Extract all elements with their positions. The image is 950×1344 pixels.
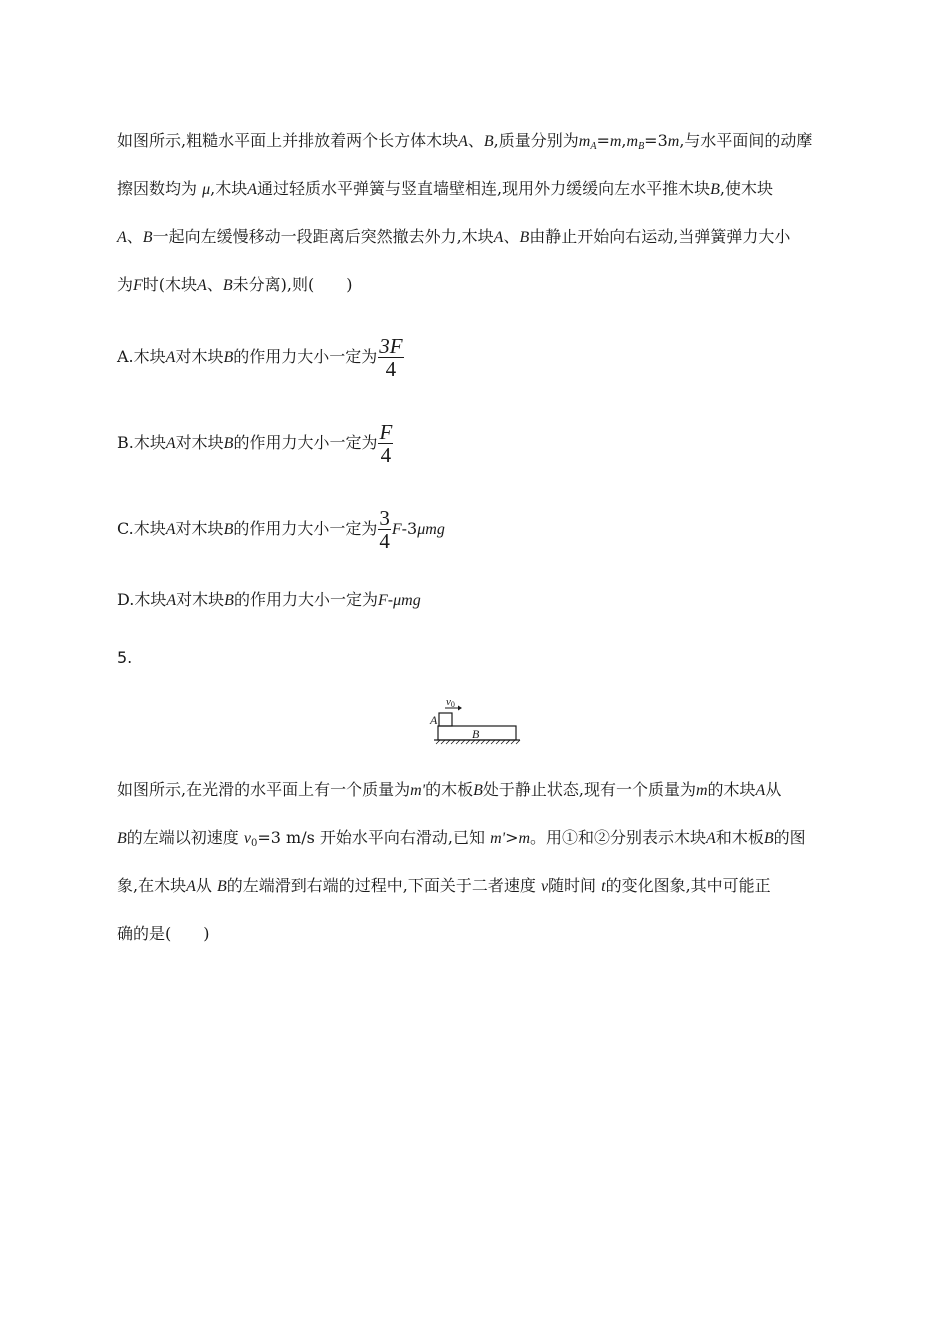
q4-option-a[interactable]: A.木块A对木块B的作用力大小一定为 $\frac{3F}{4}$ xyxy=(117,334,403,381)
fraction: $\frac{3}{4}$ xyxy=(379,506,390,553)
q4-stem-line-3: A、B一起向左缓慢移动一段距离后突然撤去外力,木块A、B由静止开始向右运动,当弹簧弹力大小 xyxy=(117,227,791,246)
label-a: A xyxy=(430,713,438,727)
q4-stem-line-2: 擦因数均为 μ,木块A通过轻质水平弹簧与竖直墙壁相连,现用外力缓缓向左水平推木块B,使木块 xyxy=(117,179,773,198)
question-number: 5. xyxy=(117,648,133,667)
block-on-board-figure xyxy=(428,693,524,745)
q4-option-d[interactable]: D.木块A对木块B的作用力大小一定为F-μmg xyxy=(117,590,421,609)
q4-stem-line-4: 为F时(木块A、B未分离),则( ) xyxy=(117,275,353,294)
q5-stem-line-4: 确的是( ) xyxy=(117,924,210,943)
label-b: B xyxy=(472,727,480,741)
q5-stem-line-1: 如图所示,在光滑的水平面上有一个质量为m'的木板B处于静止状态,现有一个质量为m的木块A从 xyxy=(117,780,782,799)
fraction: $\frac{3F}{4}$ xyxy=(379,334,403,381)
velocity-label: v0 xyxy=(446,696,455,709)
q5-stem-line-3: 象,在木块A从 B的左端滑到右端的过程中,下面关于二者速度 v随时间 t的变化图象,其中可能正 xyxy=(117,876,771,895)
block-a xyxy=(439,713,452,726)
q4-option-b[interactable]: B.木块A对木块B的作用力大小一定为 $\frac{F}{4}$ xyxy=(117,420,393,467)
q4-option-c[interactable]: C.木块A对木块B的作用力大小一定为 $\frac{3}{4}$ F-3μmg xyxy=(117,506,445,553)
fraction: $\frac{F}{4}$ xyxy=(379,420,393,467)
q4-stem-line-1: 如图所示,粗糙水平面上并排放着两个长方体木块A、B,质量分别为$m_A=m,m_B=3m$,与水平面间的动摩 xyxy=(117,131,813,152)
arrow-head-icon xyxy=(458,706,462,711)
q5-stem-line-2: B的左端以初速度 $v_0=3$ m/s 开始水平向右滑动,已知 m'>m。用①和②分别表示木块A和木板B的图 xyxy=(117,828,806,849)
